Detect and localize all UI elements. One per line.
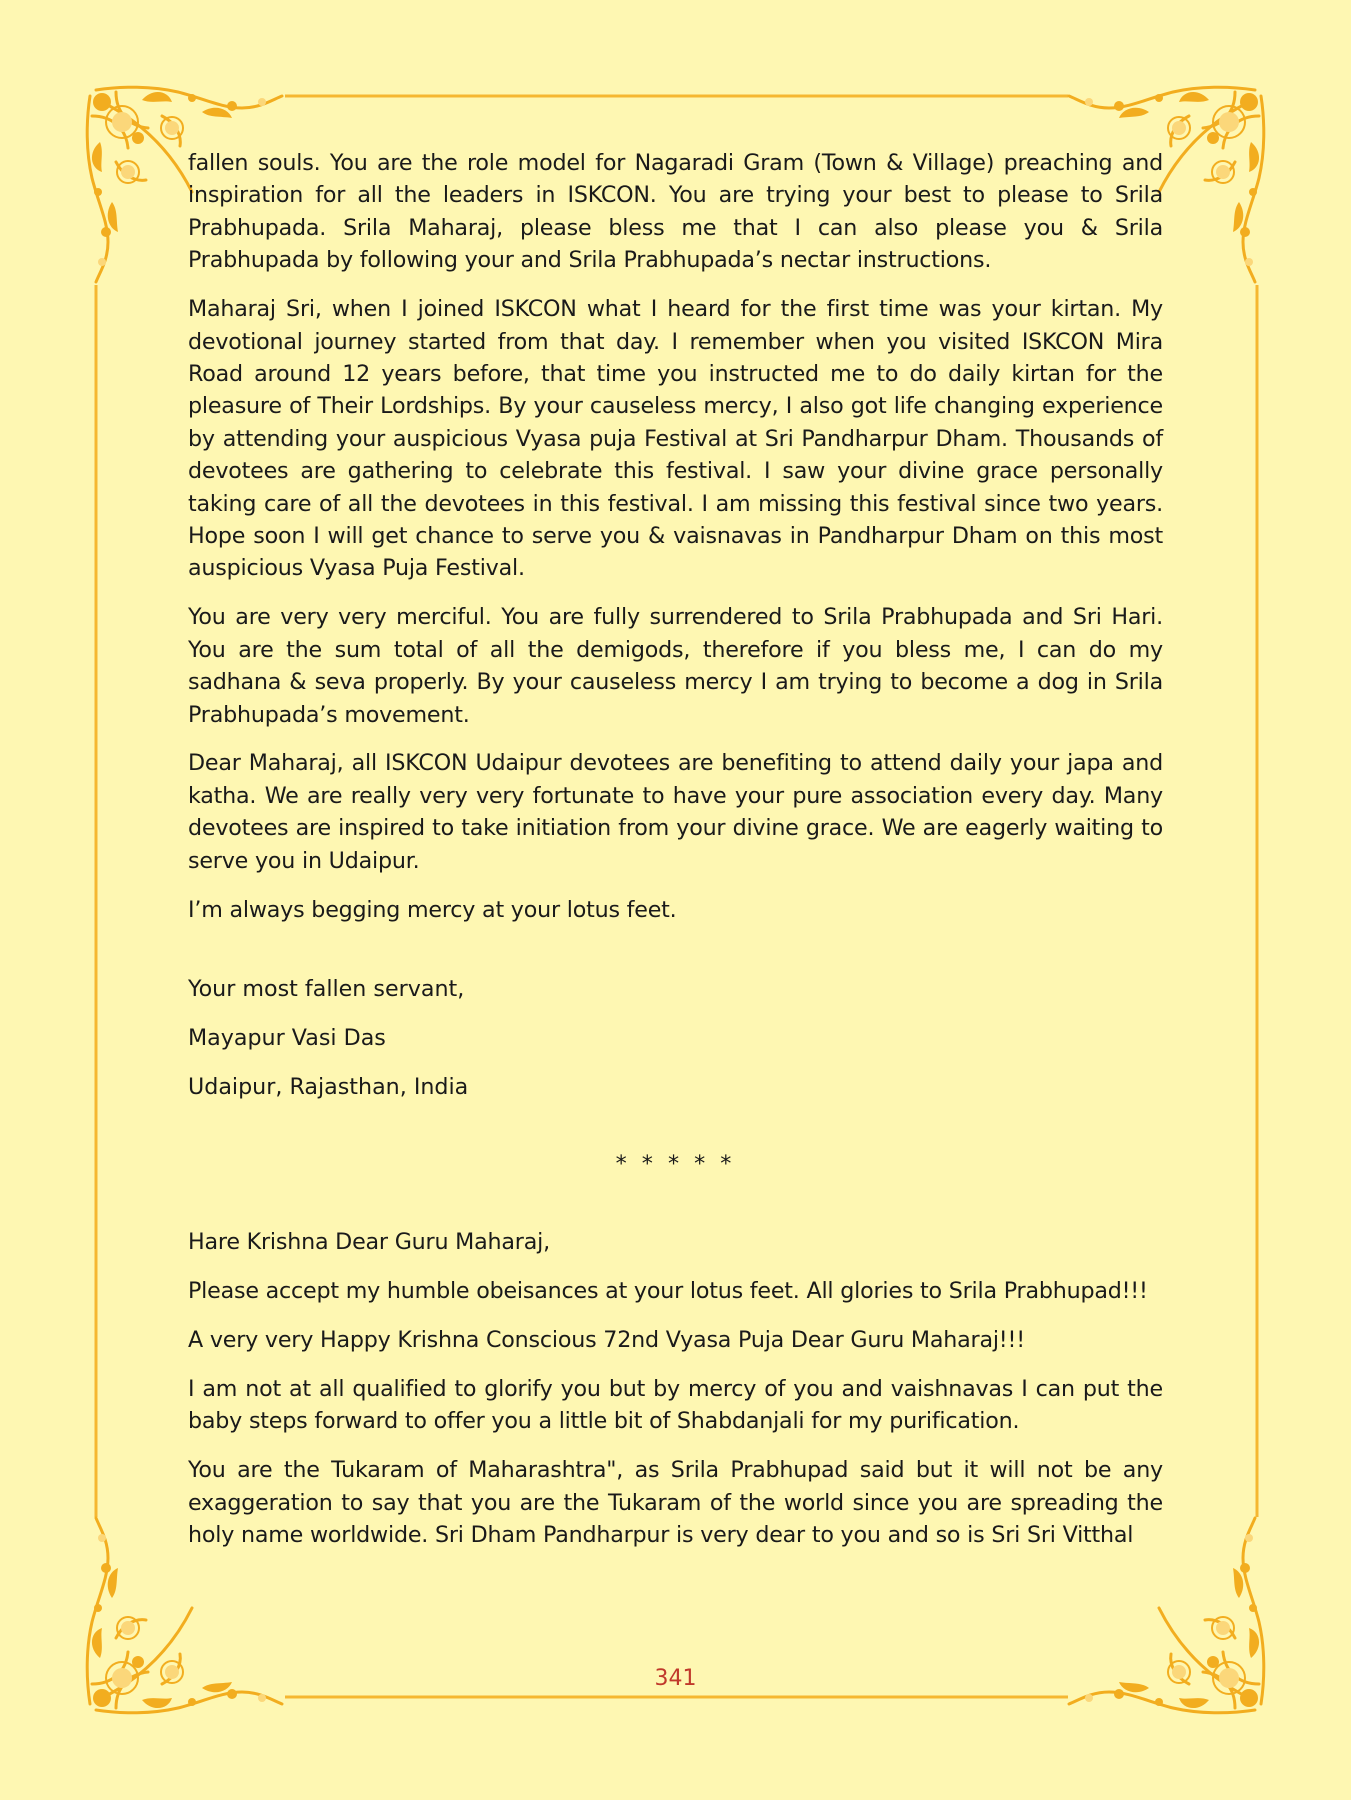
paragraph-udaipur-devotees: Dear Maharaj, all ISKCON Udaipur devotees are benefiting to attend daily your japa and katha. We are really very very fortunate to have your pure association every day. Many devotees are inspired to take initiation from your divine grace. We are eagerly waiting to serve you in Udaipur.: [188, 750, 1163, 874]
paragraph-begging-mercy: I’m always begging mercy at your lotus feet.: [188, 896, 677, 923]
spacer: [188, 942, 1163, 973]
paragraph-obeisances: Please accept my humble obeisances at your lotus feet. All glories to Srila Prabhupad!!!: [188, 1277, 1148, 1304]
signature-name: Mayapur Vasi Das: [188, 1025, 386, 1052]
paragraph-shabdanjali: I am not at all qualified to glorify you but by mercy of you and vaishnavas I can put the baby steps forward to offer you a little bit of Shabdanjali for my purification.: [188, 1375, 1163, 1435]
signature-location: Udaipur, Rajasthan, India: [188, 1074, 469, 1101]
paragraph-vyasa-puja-wish: A very very Happy Krishna Conscious 72nd Vyasa Puja Dear Guru Maharaj!!!: [188, 1326, 1025, 1353]
paragraph-greeting: Hare Krishna Dear Guru Maharaj,: [188, 1229, 550, 1256]
page-number: 341: [654, 1666, 697, 1691]
paragraph-tukaram: You are the Tukaram of Maharashtra", as Srila Prabhupad said but it will not be any exaggeration to say that you are the Tukaram of the world since you are spreading the holy name worldwide. Sri Dham Pandharpur is very dear to you and so is Sri Sri Vitthal: [188, 1457, 1163, 1548]
paragraph-role-model: fallen souls. You are the role model for Nagaradi Gram (Town & Village) preaching and inspiration for all the leaders in ISKCON. You are trying your best to please to Srila Prabhupada. Srila Maharaj, please bless me that I can also please you & Srila Prabhupada by following your and Srila Prabhupada’s nectar instructions.: [188, 150, 1163, 274]
signature-closing: Your most fallen servant,: [188, 976, 465, 1003]
section-separator: * * * * *: [615, 1150, 736, 1177]
paragraph-kirtan-memory: Maharaj Sri, when I joined ISKCON what I heard for the first time was your kirtan. My devotional journey started from that day. I remember when you visited ISKCON Mira Road around 12 years before, that time you instructed me to do daily kirtan for the pleasure of Their Lordships. By your causeless mercy, I also got life changing experience by attending your auspicious Vyasa puja Festival at Sri Pandharpur Dham. Thousands of devotees are gathering to celebrate this festival. I saw your divine grace personally taking care of all the devotees in this festival. I am missing this festival since two years. Hope soon I will get chance to serve you & vaisnavas in Pandharpur Dham on this most auspicious Vyasa Puja Festival.: [188, 296, 1163, 582]
letter-body: [188, 147, 1163, 1568]
paragraph-merciful: You are very very merciful. You are fully surrendered to Srila Prabhupada and Sri Hari. You are the sum total of all the demigods, therefore if you bless me, I can do my sadhana & seva properly. By your causeless mercy I am trying to become a dog in Srila Prabhupada’s movement.: [188, 604, 1163, 728]
